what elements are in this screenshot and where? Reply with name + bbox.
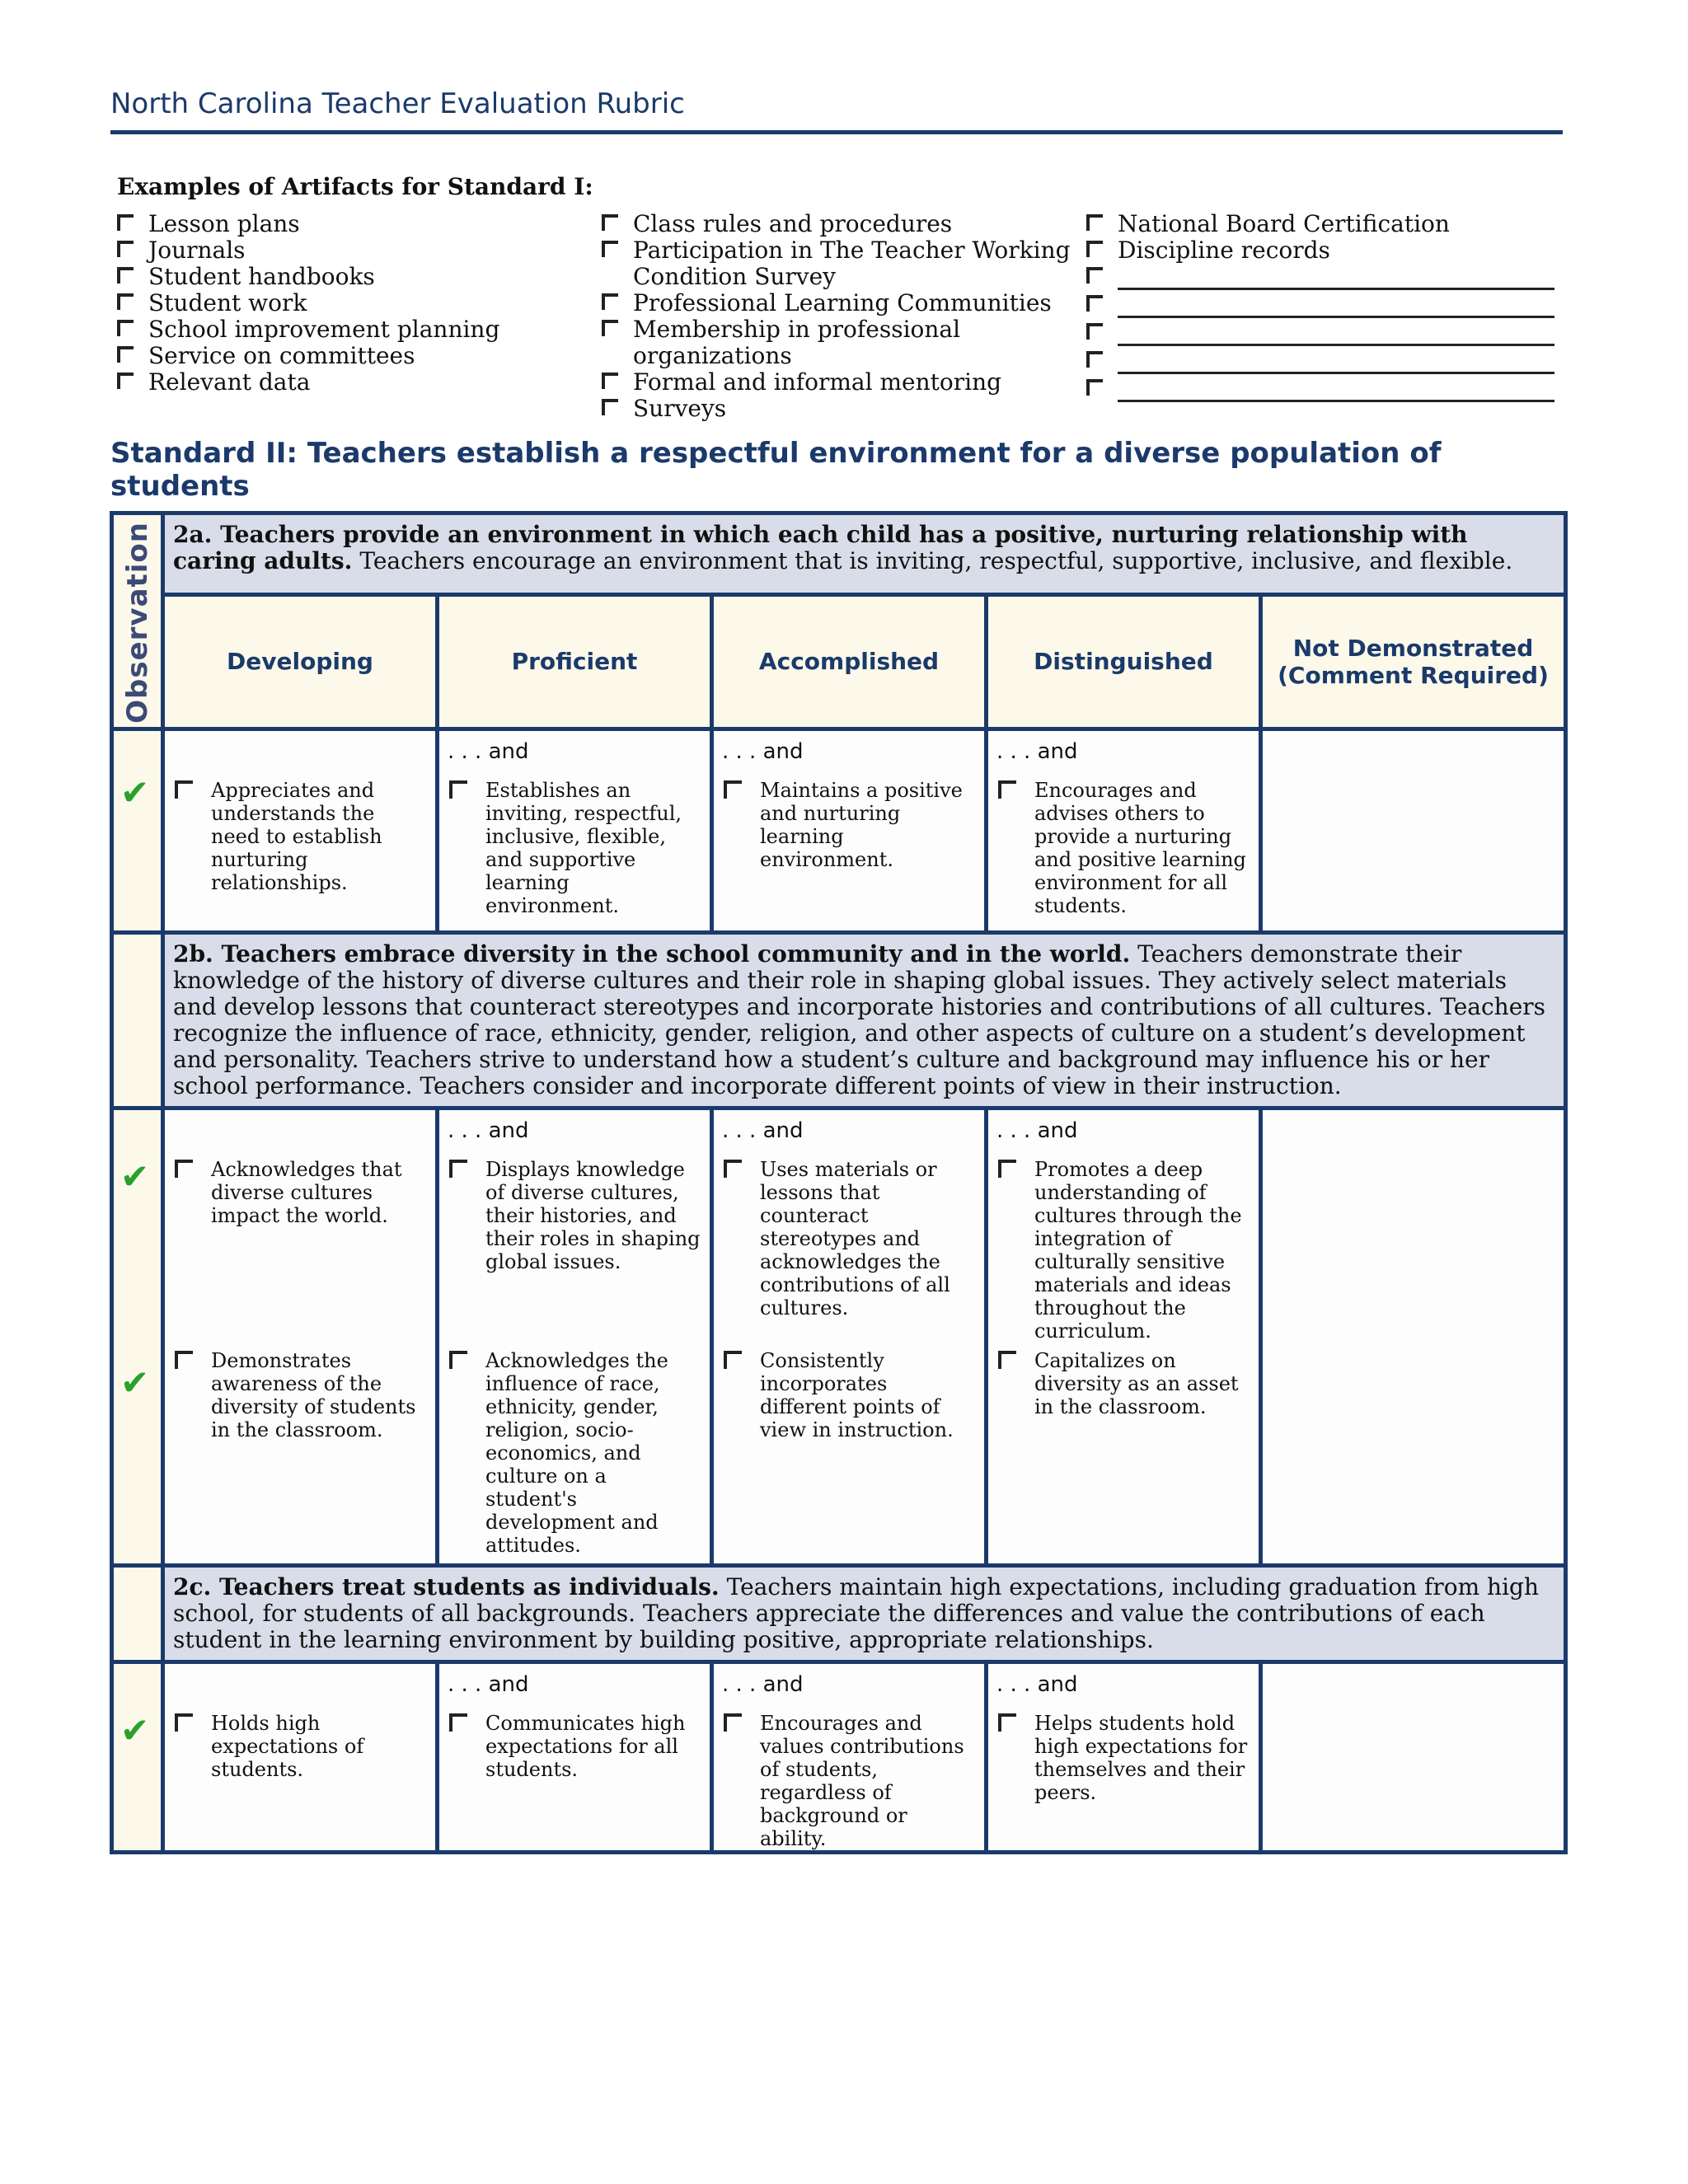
comment-cell[interactable] (1261, 1108, 1566, 1565)
element-2b-lead: 2b. Teachers embrace diversity in the school community and in the world. (173, 940, 1131, 968)
checkbox[interactable] (1086, 323, 1103, 340)
descriptor-cell (163, 729, 438, 932)
element-2c-description (163, 1565, 1566, 1661)
descriptor-item[interactable]: Holds high expectations of students. (175, 1712, 427, 1781)
checkbox[interactable] (449, 1160, 467, 1178)
descriptor-item[interactable]: Capitalizes on diversity as an asset in the classroom. (998, 1349, 1250, 1418)
descriptor-cell (163, 1661, 438, 1852)
element-2c-body: Teachers maintain high expectations, including graduation from high school, for students of all backgrounds. Teachers appreciate the differences and value the contributions of each student in the learning environment by building positive, appropriate relationships. (173, 1572, 1539, 1653)
descriptor-cell (712, 1661, 987, 1852)
checkbox[interactable] (1086, 267, 1103, 284)
blank-artifact-item[interactable] (1086, 348, 1564, 376)
descriptor-cell (987, 1661, 1261, 1852)
checkbox[interactable] (602, 293, 618, 310)
descriptor-item[interactable]: Acknowledges the influence of race, ethnicity, gender, religion, socio-economics, and culture on a student's development and attitudes. (449, 1349, 701, 1557)
checkbox[interactable] (1086, 351, 1103, 368)
checkbox[interactable] (724, 780, 742, 799)
element-2b-body: Teachers demonstrate their knowledge of the history of diverse cultures and their role in shaping global issues. They actively select materials and develop lessons that counteract stereotypes and incorporate histories and contributions of all cultures. Teachers recognize the influence of race, ethnicity, gender, religion, and other aspects of culture on a student’s development and personality. Teachers strive to understand how a student’s culture and background may influence his or her school performance. Teachers consider and incorporate different points of view in their instruction. (173, 940, 1546, 1099)
check-icon: ✔ (120, 1709, 150, 1750)
artifacts-heading: Examples of Artifacts for Standard I: (117, 173, 593, 200)
checkbox[interactable] (117, 241, 134, 257)
descriptor-cell (163, 1108, 438, 1565)
artifacts-column-1 (117, 211, 579, 396)
and-label: . . . and (448, 1671, 529, 1697)
artifact-item[interactable]: Class rules and procedures (602, 211, 1071, 237)
blank-line-field[interactable] (1118, 376, 1554, 402)
blank-line-field[interactable] (1118, 348, 1554, 374)
observation-spacer (112, 932, 163, 1108)
descriptor-item[interactable]: Uses materials or lessons that counteract stereotypes and acknowledges the contributions of all cultures. (724, 1158, 976, 1338)
artifacts-column-2 (602, 211, 1071, 422)
blank-line-field[interactable] (1118, 292, 1554, 318)
descriptor-cell (438, 1661, 712, 1852)
check-icon: ✔ (120, 771, 150, 813)
blank-line-field[interactable] (1118, 264, 1554, 290)
title-rule (110, 130, 1563, 134)
descriptor-item[interactable]: Displays knowledge of diverse cultures, their histories, and their roles in shaping global issues. (449, 1158, 701, 1338)
blank-artifact-item[interactable] (1086, 320, 1564, 348)
descriptor-cell (438, 1108, 712, 1565)
level-header-distinguished: Distinguished (987, 594, 1261, 729)
checkbox[interactable] (117, 373, 134, 389)
descriptor-item[interactable]: Encourages and advises others to provide a nurturing and positive learning environment for all students. (998, 779, 1250, 917)
and-label: . . . and (722, 738, 804, 764)
artifact-item[interactable]: Surveys (602, 396, 1071, 422)
checkbox[interactable] (117, 267, 134, 284)
artifact-item[interactable]: National Board Certification (1086, 211, 1564, 237)
descriptor-item[interactable]: Demonstrates awareness of the diversity of students in the classroom. (175, 1349, 427, 1441)
observation-check-cell[interactable] (112, 729, 163, 932)
level-header-developing: Developing (163, 594, 438, 729)
artifact-item[interactable]: Journals (117, 237, 579, 264)
artifact-item[interactable]: Membership in professional organizations (602, 316, 1071, 369)
checkbox[interactable] (724, 1160, 742, 1178)
check-icon: ✔ (120, 1155, 150, 1197)
checkbox[interactable] (1086, 214, 1103, 231)
checkbox[interactable] (602, 320, 618, 336)
checkbox[interactable] (117, 214, 134, 231)
checkbox[interactable] (449, 780, 467, 799)
and-label: . . . and (722, 1118, 804, 1143)
descriptor-item[interactable]: Encourages and values contributions of students, regardless of background or ability. (724, 1712, 976, 1850)
descriptor-cell (438, 729, 712, 932)
descriptor-item[interactable]: Helps students hold high expectations for themselves and their peers. (998, 1712, 1250, 1804)
checkbox[interactable] (724, 1351, 742, 1369)
checkbox[interactable] (1086, 379, 1103, 396)
checkbox[interactable] (998, 1160, 1016, 1178)
checkbox[interactable] (175, 1351, 193, 1369)
observation-label: Observation (120, 522, 154, 724)
artifact-item[interactable]: Student handbooks (117, 264, 579, 290)
checkbox[interactable] (175, 1160, 193, 1178)
rubric-table (110, 511, 1568, 1854)
element-2b-description (163, 932, 1566, 1108)
element-2c-lead: 2c. Teachers treat students as individuals. (173, 1572, 720, 1601)
blank-artifact-item[interactable] (1086, 264, 1564, 292)
checkbox[interactable] (175, 780, 193, 799)
descriptor-item[interactable]: Consistently incorporates different points of view in instruction. (724, 1349, 976, 1441)
and-label: . . . and (448, 1118, 529, 1143)
checkbox[interactable] (449, 1713, 467, 1732)
element-2a-body: Teachers encourage an environment that is inviting, respectful, supportive, inclusive, and flexible. (352, 547, 1513, 574)
artifact-item[interactable]: School improvement planning (117, 316, 579, 343)
checkbox[interactable] (449, 1351, 467, 1369)
checkbox[interactable] (117, 346, 134, 363)
checkbox[interactable] (602, 214, 618, 231)
checkbox[interactable] (117, 293, 134, 310)
blank-line-field[interactable] (1118, 320, 1554, 346)
checkbox[interactable] (602, 373, 618, 389)
element-2a-lead: 2a. Teachers provide an environment in which each child has a positive, nurturing relationship with caring adults. (173, 521, 1468, 574)
blank-artifact-item[interactable] (1086, 376, 1564, 404)
checkbox[interactable] (602, 399, 618, 415)
descriptor-cell (987, 1108, 1261, 1565)
artifact-item[interactable]: Relevant data (117, 369, 579, 396)
artifact-item[interactable]: Service on committees (117, 343, 579, 369)
checkbox[interactable] (117, 320, 134, 336)
descriptor-item[interactable]: Communicates high expectations for all students. (449, 1712, 701, 1781)
and-label: . . . and (722, 1671, 804, 1697)
checkbox[interactable] (998, 780, 1016, 799)
artifact-item[interactable]: Student work (117, 290, 579, 316)
descriptor-cell (712, 1108, 987, 1565)
descriptor-item[interactable]: Promotes a deep understanding of cultures through the integration of culturally sensitive materials and ideas throughout the curriculum. (998, 1158, 1250, 1338)
descriptor-item[interactable]: Establishes an inviting, respectful, inclusive, flexible, and supportive learning environment. (449, 779, 701, 917)
artifact-item[interactable]: Lesson plans (117, 211, 579, 237)
checkbox[interactable] (1086, 241, 1103, 257)
observation-spacer (112, 1565, 163, 1661)
descriptor-item[interactable]: Appreciates and understands the need to establish nurturing relationships. (175, 779, 427, 894)
check-icon: ✔ (120, 1361, 150, 1403)
comment-cell[interactable] (1261, 729, 1566, 932)
page-title: North Carolina Teacher Evaluation Rubric (110, 87, 685, 120)
level-header-accomplished: Accomplished (712, 594, 987, 729)
checkbox[interactable] (724, 1713, 742, 1732)
checkbox[interactable] (998, 1351, 1016, 1369)
and-label: . . . and (996, 738, 1078, 764)
artifact-item[interactable]: Participation in The Teacher Working Condition Survey (602, 237, 1071, 290)
observation-column-header (112, 513, 163, 729)
blank-artifact-item[interactable] (1086, 292, 1564, 320)
observation-check-cell[interactable] (112, 1661, 163, 1852)
element-2a-description (163, 513, 1566, 595)
checkbox[interactable] (998, 1713, 1016, 1732)
artifact-item[interactable]: Discipline records (1086, 237, 1564, 264)
artifact-item[interactable]: Professional Learning Communities (602, 290, 1071, 316)
observation-check-cell[interactable] (112, 1108, 163, 1565)
checkbox[interactable] (1086, 295, 1103, 312)
descriptor-item[interactable]: Acknowledges that diverse cultures impact the world. (175, 1158, 427, 1338)
and-label: . . . and (996, 1118, 1078, 1143)
descriptor-item[interactable]: Maintains a positive and nurturing learning environment. (724, 779, 976, 871)
descriptor-cell (712, 729, 987, 932)
checkbox[interactable] (602, 241, 618, 257)
descriptor-cell (987, 729, 1261, 932)
comment-cell[interactable] (1261, 1661, 1566, 1852)
and-label: . . . and (996, 1671, 1078, 1697)
checkbox[interactable] (175, 1713, 193, 1732)
level-header-proficient: Proficient (438, 594, 712, 729)
standard-heading: Standard II: Teachers establish a respectful environment for a diverse population of students (110, 437, 1442, 503)
artifacts-column-3 (1086, 211, 1564, 404)
and-label: . . . and (448, 738, 529, 764)
level-header-not-demonstrated: Not Demonstrated (Comment Required) (1261, 594, 1566, 729)
artifact-item[interactable]: Formal and informal mentoring (602, 369, 1071, 396)
